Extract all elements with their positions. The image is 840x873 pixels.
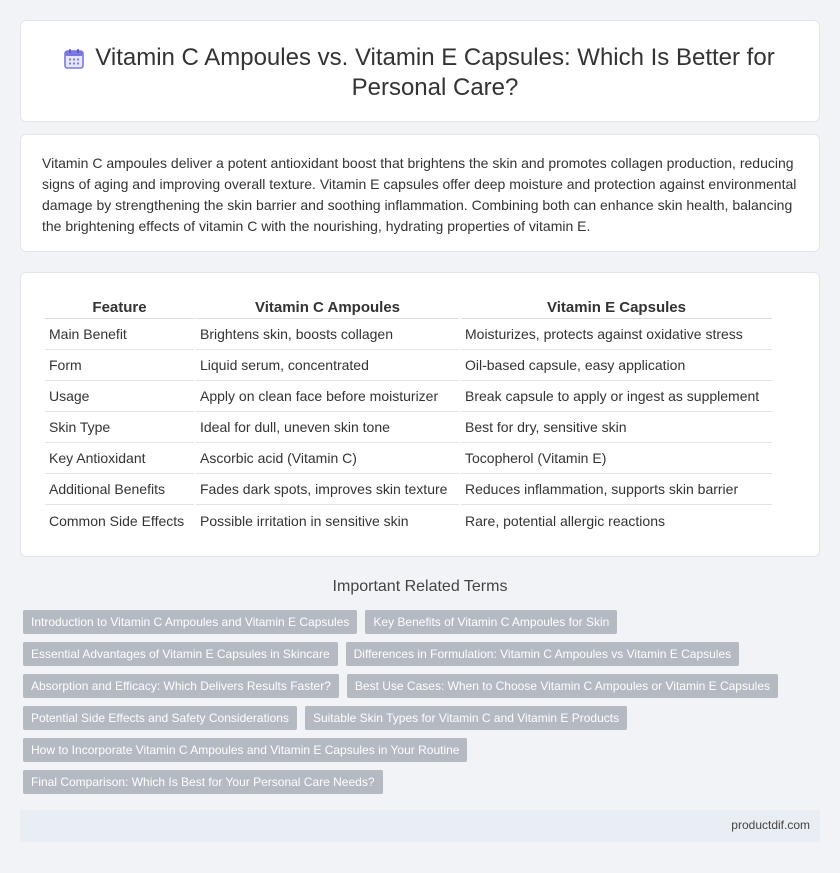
related-term-tag[interactable]: Final Comparison: Which Is Best for Your Personal Care Needs? [23,770,383,794]
comparison-table [43,295,774,536]
table-cell: Tocopherol (Vitamin E) [461,443,772,474]
table-cell: Fades dark spots, improves skin texture [196,474,459,505]
related-term-tag[interactable]: Essential Advantages of Vitamin E Capsules in Skincare [23,642,338,666]
title-card [20,20,820,122]
table-cell: Rare, potential allergic reactions [465,512,665,529]
table-cell: Brightens skin, boosts collagen [196,319,459,350]
table-row [45,474,772,505]
table-cell: Reduces inflammation, supports skin barrier [461,474,772,505]
column-header-vitamin-e: Vitamin E Capsules [461,295,772,319]
intro-card [20,134,820,252]
footer-site-link[interactable]: productdif.com [731,818,810,832]
comparison-card [20,272,820,557]
related-term-tag[interactable]: Key Benefits of Vitamin C Ampoules for Skin [365,610,617,634]
table-header-row [45,295,772,319]
table-cell: Apply on clean face before moisturizer [196,381,459,412]
table-cell: Best for dry, sensitive skin [461,412,772,443]
related-terms-heading: Important Related Terms [332,578,508,595]
table-cell: Skin Type [45,412,194,443]
related-terms-list [23,610,803,802]
related-term-tag[interactable]: Best Use Cases: When to Choose Vitamin C Ampoules or Vitamin E Capsules [347,674,778,698]
table-row [45,381,772,412]
related-term-tag[interactable]: Absorption and Efficacy: Which Delivers Results Faster? [23,674,339,698]
table-cell: Common Side Effects [49,512,185,529]
related-term-tag[interactable]: Potential Side Effects and Safety Considerations [23,706,297,730]
related-term-tag[interactable]: How to Incorporate Vitamin C Ampoules and Vitamin E Capsules in Your Routine [23,738,467,762]
table-cell: Main Benefit [45,319,194,350]
related-term-tag[interactable]: Differences in Formulation: Vitamin C Ampoules vs Vitamin E Capsules [346,642,740,666]
table-cell: Additional Benefits [45,474,194,505]
related-term-tag[interactable]: Suitable Skin Types for Vitamin C and Vitamin E Products [305,706,627,730]
footer [20,810,820,842]
table-cell: Moisturizes, protects against oxidative stress [461,319,772,350]
table-cell: Form [45,350,194,381]
related-term-tag[interactable]: Introduction to Vitamin C Ampoules and Vitamin E Capsules [23,610,357,634]
table-cell: Possible irritation in sensitive skin [200,512,409,529]
table-cell: Key Antioxidant [45,443,194,474]
table-cell: Liquid serum, concentrated [196,350,459,381]
table-row [45,443,772,474]
column-header-feature: Feature [45,295,194,319]
table-cell: Ideal for dull, uneven skin tone [196,412,459,443]
column-header-vitamin-c: Vitamin C Ampoules [196,295,459,319]
page-title: Vitamin C Ampoules vs. Vitamin E Capsules: Which Is Better for Personal Care? [95,44,775,101]
table-row [45,350,772,381]
table-row [45,319,772,350]
intro-paragraph: Vitamin C ampoules deliver a potent antioxidant boost that brightens the skin and promotes collagen production, reducing signs of aging and improving overall texture. Vitamin E capsules offer deep moisture and protection against environmental damage by strengthening the skin barrier and soothing inflammation. Combining both can enhance skin health, balancing the brightening effects of vitamin C with the nourishing, hydrating properties of vitamin E. [42,155,797,234]
table-row [45,505,772,536]
table-row [45,412,772,443]
table-cell: Break capsule to apply or ingest as supplement [461,381,772,412]
table-cell: Oil-based capsule, easy application [461,350,772,381]
table-cell: Ascorbic acid (Vitamin C) [196,443,459,474]
table-cell: Usage [45,381,194,412]
